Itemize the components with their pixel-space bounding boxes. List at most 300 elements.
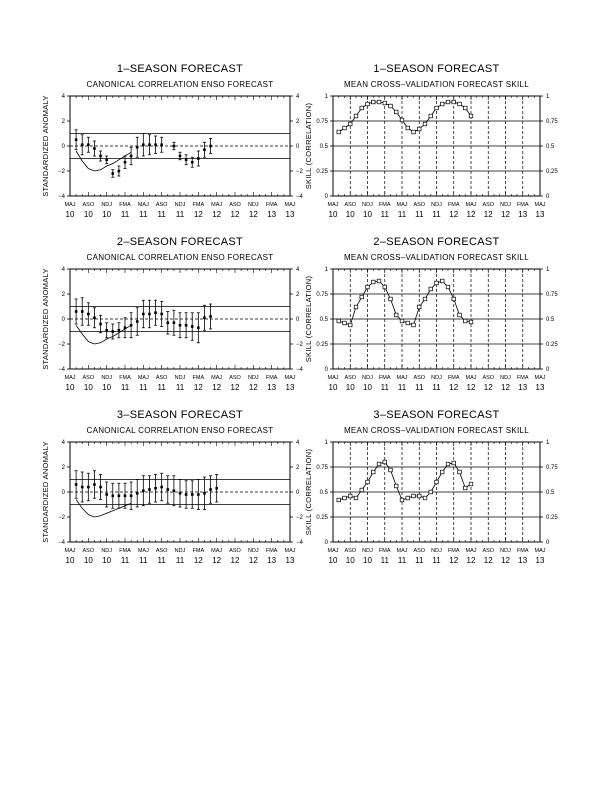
forecast-point	[148, 488, 151, 491]
forecast-point	[75, 138, 78, 141]
skill-marker	[463, 486, 467, 490]
x-season-label: ASO	[413, 375, 426, 381]
x-year-label: 10	[102, 383, 112, 392]
skill-marker	[417, 305, 421, 309]
y-tick-label: 0	[61, 317, 65, 323]
forecast-point	[179, 155, 182, 158]
forecast-point	[185, 324, 188, 327]
x-year-label: 10	[328, 210, 338, 219]
y-tick-label-right: 0.25	[546, 515, 558, 521]
skill-marker	[406, 321, 410, 325]
x-season-label: MAJ	[64, 548, 76, 554]
x-year-label: 10	[83, 556, 93, 565]
x-season-label: MAJ	[284, 548, 296, 554]
skill-marker	[371, 100, 375, 104]
forecast-point	[154, 487, 157, 490]
x-season-label: ASO	[344, 202, 357, 208]
x-season-label: FMA	[265, 375, 278, 381]
x-year-label: 10	[345, 383, 355, 392]
skill-marker	[377, 462, 381, 466]
x-year-label: 12	[501, 556, 510, 565]
forecast-point	[148, 313, 151, 316]
x-year-label: 12	[449, 383, 459, 392]
y-tick-label-right: 2	[296, 292, 300, 298]
panel-subtitle: MEAN CROSS–VALIDATION FORECAST SKILL	[343, 426, 530, 435]
skill-marker	[400, 319, 404, 323]
forecast-point	[166, 488, 169, 491]
x-year-label: 10	[345, 556, 355, 565]
x-season-label: FMA	[265, 548, 278, 554]
skill-marker	[446, 100, 450, 104]
left-panel-title: 3–SEASON FORECAST	[116, 409, 244, 421]
x-season-label: NDJ	[500, 548, 511, 554]
y-tick-label: −2	[58, 515, 65, 521]
x-season-label: FMA	[378, 202, 391, 208]
skill-marker	[469, 320, 473, 324]
skill-marker	[348, 323, 352, 327]
skill-marker	[458, 470, 462, 474]
x-season-label: ASO	[229, 202, 241, 208]
x-year-label: 12	[501, 383, 510, 392]
x-season-label: MAJ	[327, 548, 339, 554]
y-axis-label: STANDARDIZED ANOMALY	[41, 268, 50, 370]
x-year-label: 12	[501, 210, 510, 219]
observed-anomaly-line	[76, 151, 131, 171]
y-tick-label-right: 0.25	[546, 169, 558, 175]
x-year-label: 13	[518, 383, 528, 392]
panel-subtitle: MEAN CROSS–VALIDATION FORECAST SKILL	[343, 253, 530, 262]
skill-marker	[440, 279, 444, 283]
x-season-label: NDJ	[174, 375, 186, 381]
x-season-label: FMA	[119, 548, 131, 554]
x-season-label: NDJ	[101, 375, 113, 381]
y-tick-label: −4	[58, 540, 65, 546]
forecast-point	[124, 326, 127, 329]
forecast-point	[142, 489, 145, 492]
x-season-label: NDJ	[101, 548, 113, 554]
x-season-label: MAJ	[396, 548, 408, 554]
y-tick-label-right: 0	[546, 367, 550, 373]
x-year-label: 11	[397, 210, 407, 219]
skill-marker	[452, 461, 456, 465]
y-tick-label: 0.25	[316, 169, 328, 175]
forecast-point	[81, 310, 84, 313]
right-panel-title: 1–SEASON FORECAST	[373, 63, 500, 75]
skill-marker	[343, 126, 347, 130]
skill-marker	[452, 100, 456, 104]
y-tick-label: 1	[324, 267, 328, 273]
x-year-label: 13	[267, 210, 277, 219]
x-year-label: 11	[415, 556, 424, 565]
x-season-label: MAJ	[327, 375, 339, 381]
skill-marker	[389, 104, 393, 108]
observed-anomaly-line	[76, 325, 131, 344]
skill-marker	[429, 287, 433, 291]
x-season-label: NDJ	[431, 548, 442, 554]
y-tick-label-right: 4	[296, 267, 300, 273]
x-year-label: 11	[432, 383, 441, 392]
y-tick-label-right: 1	[546, 94, 550, 100]
skill-marker	[394, 313, 398, 317]
y-tick-label: 0	[61, 490, 65, 496]
skill-marker	[377, 279, 381, 283]
x-season-label: FMA	[192, 548, 205, 554]
skill-line	[339, 462, 471, 500]
skill-marker	[417, 127, 421, 131]
x-year-label: 12	[212, 383, 222, 392]
x-season-label: NDJ	[431, 375, 442, 381]
x-year-label: 10	[83, 383, 93, 392]
x-season-label: ASO	[155, 202, 168, 208]
forecast-point	[173, 145, 176, 148]
skill-marker	[429, 490, 433, 494]
y-tick-label: 0.75	[316, 119, 328, 125]
x-year-label: 12	[466, 210, 476, 219]
x-season-label: FMA	[516, 548, 529, 554]
forecast-point	[118, 170, 121, 173]
skill-marker	[348, 122, 352, 126]
x-year-label: 12	[230, 210, 240, 219]
skill-marker	[469, 114, 473, 118]
x-season-label: MAJ	[534, 375, 546, 381]
x-year-label: 12	[449, 210, 459, 219]
x-year-label: 11	[120, 556, 130, 565]
y-tick-label: 0	[324, 194, 328, 200]
forecast-point	[130, 324, 133, 327]
x-year-label: 12	[230, 383, 240, 392]
x-season-label: MAJ	[396, 202, 408, 208]
x-year-label: 11	[175, 383, 185, 392]
right-panel-title: 3–SEASON FORECAST	[373, 409, 500, 421]
skill-marker	[446, 285, 450, 289]
skill-panel-2	[304, 253, 558, 392]
skill-panel-1	[304, 80, 558, 219]
y-tick-label-right: 2	[296, 465, 300, 471]
forecast-point	[209, 488, 212, 491]
forecast-point	[142, 313, 145, 316]
x-year-label: 10	[363, 556, 372, 565]
y-tick-label-right: 0.75	[546, 119, 558, 125]
skill-marker	[469, 482, 473, 486]
x-season-label: ASO	[344, 548, 357, 554]
skill-marker	[337, 130, 341, 134]
x-season-label: MAJ	[465, 548, 477, 554]
x-season-label: ASO	[344, 375, 357, 381]
x-year-label: 11	[397, 383, 407, 392]
y-tick-label: 0	[324, 367, 328, 373]
forecast-point	[118, 329, 121, 332]
x-season-label: NDJ	[431, 202, 442, 208]
skill-marker	[383, 460, 387, 464]
x-year-label: 11	[175, 556, 185, 565]
forecast-point	[75, 483, 78, 486]
x-year-label: 12	[483, 556, 493, 565]
x-season-label: MAJ	[465, 202, 477, 208]
skill-marker	[452, 297, 456, 301]
y-tick-label-right: −2	[296, 169, 303, 175]
panel-subtitle: CANONICAL CORRELATION ENSO FORECAST	[86, 80, 274, 89]
skill-line	[339, 281, 471, 325]
forecast-point	[173, 489, 176, 492]
forecast-point	[124, 494, 127, 497]
skill-marker	[412, 130, 416, 134]
x-season-label: MAJ	[211, 548, 223, 554]
y-tick-label: 0.25	[316, 515, 328, 521]
skill-marker	[423, 496, 427, 500]
x-year-label: 11	[175, 210, 185, 219]
forecast-point	[185, 493, 188, 496]
skill-marker	[440, 102, 444, 106]
x-season-label: NDJ	[101, 202, 113, 208]
x-year-label: 13	[285, 210, 295, 219]
skill-marker	[354, 305, 358, 309]
forecast-point	[154, 311, 157, 314]
y-tick-label: 0	[61, 144, 65, 150]
x-season-label: ASO	[229, 375, 241, 381]
skill-marker	[400, 498, 404, 502]
x-season-label: NDJ	[362, 375, 373, 381]
forecast-point	[93, 483, 96, 486]
x-year-label: 12	[212, 556, 222, 565]
y-tick-label: 2	[61, 465, 65, 471]
skill-marker	[463, 106, 467, 110]
left-panel-title: 1–SEASON FORECAST	[116, 63, 244, 75]
x-season-label: NDJ	[500, 375, 511, 381]
skill-marker	[354, 114, 358, 118]
forecast-point	[87, 143, 90, 146]
observed-anomaly-line	[76, 500, 131, 518]
y-tick-label-right: 0.75	[546, 292, 558, 298]
left-panel-title: 2–SEASON FORECAST	[116, 236, 244, 248]
skill-marker	[389, 468, 393, 472]
x-season-label: MAJ	[327, 202, 339, 208]
forecast-point	[75, 310, 78, 313]
x-year-label: 12	[483, 210, 493, 219]
forecast-point	[124, 161, 127, 164]
y-tick-label-right: −2	[296, 342, 303, 348]
x-season-label: FMA	[378, 548, 391, 554]
skill-marker	[366, 285, 370, 289]
skill-marker	[435, 480, 439, 484]
x-year-label: 11	[415, 383, 424, 392]
skill-marker	[400, 118, 404, 122]
skill-marker	[394, 110, 398, 114]
forecast-point	[87, 486, 90, 489]
forecast-point	[118, 494, 121, 497]
forecast-point	[136, 146, 139, 149]
x-season-label: MAJ	[137, 548, 149, 554]
y-tick-label-right: 1	[546, 267, 550, 273]
x-year-label: 12	[449, 556, 459, 565]
forecast-point	[173, 321, 176, 324]
x-season-label: FMA	[447, 548, 460, 554]
forecast-point	[197, 326, 200, 329]
x-season-label: MAJ	[465, 375, 477, 381]
x-season-label: NDJ	[247, 202, 259, 208]
y-tick-label-right: 0	[296, 144, 300, 150]
skill-marker	[383, 285, 387, 289]
x-year-label: 10	[65, 556, 75, 565]
x-season-label: ASO	[229, 548, 241, 554]
skill-marker	[360, 106, 364, 110]
forecast-point	[197, 493, 200, 496]
x-season-label: FMA	[265, 202, 278, 208]
y-tick-label: 2	[61, 292, 65, 298]
y-tick-label: 0.75	[316, 465, 328, 471]
x-season-label: NDJ	[500, 202, 511, 208]
forecast-point	[160, 486, 163, 489]
x-year-label: 11	[139, 556, 148, 565]
y-axis-label: SKILL (CORRELATION)	[304, 102, 313, 190]
y-tick-label: 2	[61, 119, 65, 125]
x-season-label: NDJ	[174, 202, 186, 208]
y-tick-label: 4	[61, 94, 65, 100]
forecast-point	[105, 329, 108, 332]
x-season-label: NDJ	[247, 375, 259, 381]
skill-marker	[366, 480, 370, 484]
x-year-label: 10	[65, 210, 75, 219]
forecast-point	[99, 486, 102, 489]
y-tick-label: −4	[58, 367, 65, 373]
y-tick-label: 0.75	[316, 292, 328, 298]
forecast-point	[81, 143, 84, 146]
x-year-label: 13	[267, 383, 277, 392]
skill-marker	[429, 114, 433, 118]
forecast-point	[166, 321, 169, 324]
x-year-label: 11	[380, 383, 389, 392]
x-season-label: MAJ	[284, 375, 296, 381]
x-year-label: 10	[345, 210, 355, 219]
x-year-label: 12	[193, 556, 203, 565]
forecast-point	[203, 492, 206, 495]
x-year-label: 11	[157, 556, 166, 565]
y-axis-label: STANDARDIZED ANOMALY	[41, 441, 50, 543]
y-tick-label-right: 4	[296, 94, 300, 100]
x-year-label: 12	[193, 383, 203, 392]
y-tick-label-right: 0	[296, 317, 300, 323]
skill-marker	[377, 100, 381, 104]
forecast-point	[111, 330, 114, 333]
forecast-point	[130, 494, 133, 497]
x-season-label: FMA	[378, 375, 391, 381]
y-tick-label-right: −4	[296, 540, 303, 546]
x-season-label: FMA	[447, 202, 460, 208]
x-year-label: 10	[102, 210, 112, 219]
x-year-label: 10	[363, 383, 372, 392]
skill-marker	[383, 101, 387, 105]
forecast-point	[87, 313, 90, 316]
skill-marker	[360, 295, 364, 299]
x-season-label: ASO	[82, 375, 95, 381]
skill-marker	[435, 106, 439, 110]
skill-marker	[348, 494, 352, 498]
skill-marker	[423, 122, 427, 126]
x-year-label: 11	[397, 556, 407, 565]
forecast-point	[185, 158, 188, 161]
forecast-point	[93, 147, 96, 150]
forecast-point	[81, 486, 84, 489]
skill-marker	[458, 313, 462, 317]
x-year-label: 12	[230, 556, 240, 565]
forecast-point	[111, 494, 114, 497]
forecast-point	[130, 155, 133, 158]
skill-marker	[463, 319, 467, 323]
panel-subtitle: MEAN CROSS–VALIDATION FORECAST SKILL	[343, 80, 530, 89]
x-season-label: ASO	[413, 202, 426, 208]
x-season-label: NDJ	[174, 548, 186, 554]
y-tick-label-right: 0	[546, 194, 550, 200]
x-season-label: NDJ	[362, 548, 373, 554]
x-season-label: MAJ	[137, 375, 149, 381]
y-tick-label: 4	[61, 440, 65, 446]
y-tick-label: 0.5	[319, 317, 328, 323]
skill-marker	[412, 323, 416, 327]
x-year-label: 10	[328, 383, 338, 392]
x-year-label: 13	[285, 556, 295, 565]
skill-marker	[371, 280, 375, 284]
x-season-label: ASO	[155, 375, 168, 381]
skill-marker	[371, 470, 375, 474]
x-year-label: 11	[432, 210, 441, 219]
x-season-label: FMA	[516, 375, 529, 381]
forecast-point	[191, 161, 194, 164]
x-year-label: 10	[328, 556, 338, 565]
anomaly-panel-3	[41, 426, 304, 565]
y-tick-label-right: 0.5	[546, 490, 555, 496]
x-year-label: 11	[157, 210, 166, 219]
x-season-label: ASO	[82, 548, 95, 554]
x-year-label: 12	[466, 383, 476, 392]
y-tick-label: −2	[58, 169, 65, 175]
forecast-point	[179, 492, 182, 495]
forecast-point	[136, 320, 139, 323]
y-tick-label: 1	[324, 94, 328, 100]
y-tick-label-right: 0.5	[546, 144, 555, 150]
forecast-point	[154, 143, 157, 146]
forecast-point	[191, 493, 194, 496]
x-year-label: 12	[212, 210, 222, 219]
forecast-point	[99, 155, 102, 158]
x-year-label: 11	[120, 210, 130, 219]
x-season-label: MAJ	[211, 375, 223, 381]
y-tick-label: 1	[324, 440, 328, 446]
x-year-label: 12	[248, 556, 258, 565]
x-year-label: 10	[65, 383, 75, 392]
forecast-point	[105, 158, 108, 161]
skill-marker	[360, 488, 364, 492]
x-year-label: 11	[139, 383, 148, 392]
forecast-point	[136, 492, 139, 495]
y-tick-label-right: 4	[296, 440, 300, 446]
y-tick-label: −4	[58, 194, 65, 200]
x-year-label: 11	[380, 556, 389, 565]
skill-marker	[394, 484, 398, 488]
x-season-label: FMA	[192, 202, 205, 208]
x-year-label: 12	[193, 210, 203, 219]
x-season-label: MAJ	[64, 375, 76, 381]
x-year-label: 12	[248, 210, 258, 219]
x-season-label: FMA	[119, 375, 131, 381]
skill-marker	[406, 496, 410, 500]
y-tick-label-right: −2	[296, 515, 303, 521]
anomaly-panel-1	[41, 80, 304, 219]
forecast-point	[209, 315, 212, 318]
skill-marker	[343, 321, 347, 325]
anomaly-panel-2	[41, 253, 304, 392]
x-season-label: MAJ	[137, 202, 149, 208]
forecast-point	[179, 324, 182, 327]
x-season-label: FMA	[516, 202, 529, 208]
